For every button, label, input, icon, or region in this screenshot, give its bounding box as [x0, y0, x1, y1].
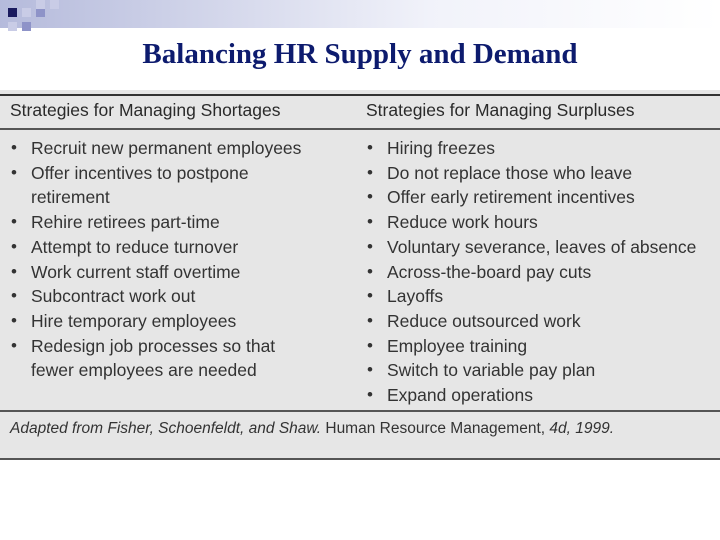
list-item-text: fewer employees are needed — [31, 360, 257, 381]
table-header-rule — [0, 128, 720, 130]
bullet-icon: • — [367, 286, 373, 306]
surpluses-column — [366, 136, 716, 408]
deco-square — [36, 0, 45, 9]
table-top-rule — [0, 94, 720, 96]
table-source-note — [10, 420, 614, 438]
deco-square — [8, 8, 17, 17]
deco-square — [36, 8, 45, 17]
list-item-text: Across-the-board pay cuts — [387, 261, 592, 282]
deco-square — [22, 8, 31, 17]
list-item — [10, 161, 355, 186]
list-item — [10, 235, 355, 260]
source-authors: Adapted from Fisher, Schoenfeldt, and Shaw. — [10, 420, 322, 437]
list-item-text: Hiring freezes — [387, 138, 495, 158]
list-item — [366, 161, 716, 186]
list-item — [366, 358, 716, 383]
deco-square — [22, 22, 31, 31]
source-work: Human Resource Management, — [321, 420, 546, 437]
bullet-icon: • — [367, 385, 373, 405]
deco-square — [50, 0, 59, 9]
list-item — [366, 383, 716, 408]
bullet-icon: • — [367, 310, 373, 330]
list-item-text: Expand operations — [387, 385, 533, 406]
list-item-text: Offer incentives to postpone — [31, 162, 249, 183]
list-item-text: Employee training — [387, 335, 528, 356]
list-item — [366, 210, 716, 235]
list-item — [366, 284, 716, 309]
bullet-icon: • — [11, 236, 17, 256]
source-edition: 4d, 1999. — [545, 420, 615, 437]
list-item-text: Reduce work hours — [387, 212, 538, 233]
bullet-icon: • — [367, 138, 373, 157]
list-item-text: Hire temporary employees — [31, 310, 237, 331]
list-item-text: Voluntary severance, leaves of absence — [387, 236, 697, 257]
list-item — [10, 334, 355, 359]
list-item — [366, 309, 716, 334]
bullet-icon: • — [367, 187, 373, 207]
list-item-text: Rehire retirees part-time — [31, 212, 220, 233]
bullet-icon: • — [367, 236, 373, 256]
list-item-text: Recruit new permanent employees — [31, 138, 302, 158]
list-item — [366, 235, 716, 260]
list-item — [366, 334, 716, 359]
list-item — [10, 185, 355, 210]
table-bottom-rule — [0, 410, 720, 412]
shortages-list — [10, 136, 355, 383]
shortages-header: Strategies for Managing Shortages — [10, 100, 281, 120]
list-item — [10, 309, 355, 334]
bullet-icon: • — [11, 261, 17, 281]
list-item-text: Layoffs — [387, 286, 444, 307]
bullet-icon: • — [11, 310, 17, 330]
list-item-text: Do not replace those who leave — [387, 162, 633, 183]
list-item — [10, 260, 355, 285]
bullet-icon: • — [11, 138, 17, 157]
decorative-header-pattern — [0, 0, 720, 40]
list-item — [10, 136, 355, 161]
list-item — [366, 185, 716, 210]
list-item-text: Switch to variable pay plan — [387, 360, 596, 381]
list-item — [10, 284, 355, 309]
bullet-icon: • — [11, 162, 17, 182]
bullet-icon: • — [367, 335, 373, 355]
bullet-icon: • — [367, 162, 373, 182]
surpluses-header: Strategies for Managing Surpluses — [366, 100, 635, 120]
list-item — [10, 358, 355, 383]
bullet-icon: • — [11, 335, 17, 355]
list-item — [10, 210, 355, 235]
bullet-icon: • — [367, 261, 373, 281]
bullet-icon: • — [11, 286, 17, 306]
slide-title: Balancing HR Supply and Demand — [142, 38, 578, 70]
list-item-text: Redesign job processes so that — [31, 335, 276, 356]
bullet-icon: • — [367, 212, 373, 232]
surpluses-list — [366, 136, 716, 408]
list-item — [366, 260, 716, 285]
list-item-text: retirement — [31, 187, 110, 208]
header-gradient — [0, 0, 720, 28]
list-item-text: Subcontract work out — [31, 286, 196, 307]
deco-square — [8, 22, 17, 31]
bullet-icon: • — [11, 212, 17, 232]
bullet-icon: • — [367, 360, 373, 380]
list-item-text: Work current staff overtime — [31, 261, 241, 282]
list-item — [366, 136, 716, 161]
shortages-column — [10, 136, 355, 383]
list-item-text: Reduce outsourced work — [387, 310, 581, 331]
list-item-text: Attempt to reduce turnover — [31, 236, 239, 257]
list-item-text: Offer early retirement incentives — [387, 187, 635, 208]
